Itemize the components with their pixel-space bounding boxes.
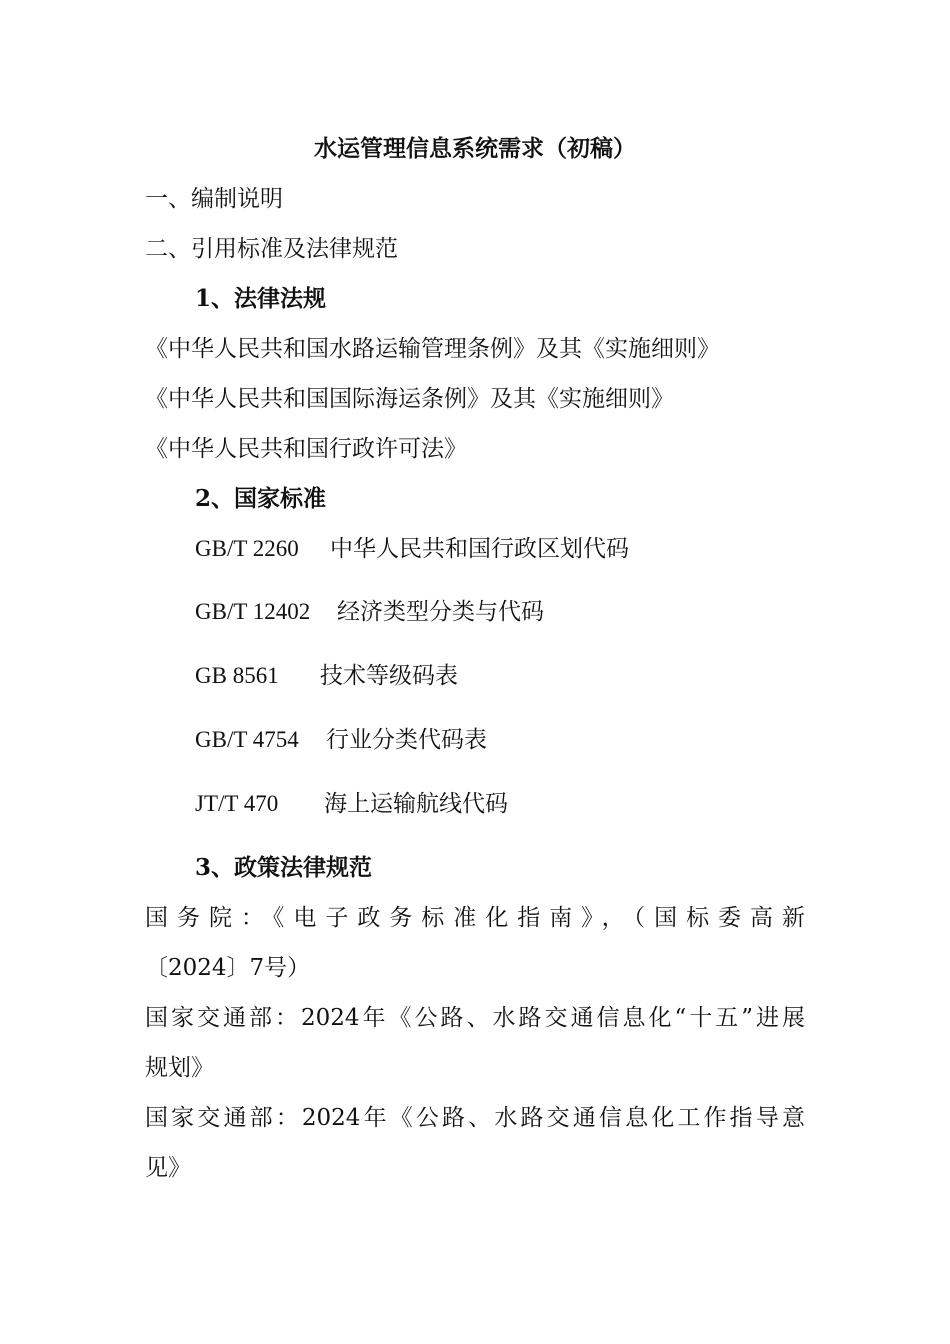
policy-item xyxy=(145,903,805,983)
document-title: 水运管理信息系统需求（初稿） xyxy=(314,135,636,162)
section-heading-2: 二、引用标准及法律规范 xyxy=(145,236,398,262)
policy-item xyxy=(145,1103,805,1183)
standard-code: GB/T 12402 xyxy=(195,599,311,624)
law-item: 《中华人民共和国水路运输管理条例》及其《实施细则》 xyxy=(145,336,720,362)
laws-heading: 1、法律法规 xyxy=(195,285,327,312)
standard-name: 技术等级码表 xyxy=(320,663,458,689)
policy-item xyxy=(145,1003,805,1083)
policy-line: 〔2024〕7号） xyxy=(145,955,311,981)
standard-code: GB/T 4754 xyxy=(195,727,299,752)
section-heading-1: 一、编制说明 xyxy=(145,186,283,212)
standard-item xyxy=(195,534,629,564)
standards-heading: 2、国家标准 xyxy=(195,485,327,512)
standard-item xyxy=(195,789,508,819)
policy-line: 规划》 xyxy=(145,1055,214,1081)
standard-name: 经济类型分类与代码 xyxy=(337,599,544,625)
policy-line: 国家交通部：2024年《公路、水路交通信息化工作指导意 xyxy=(145,1105,805,1131)
standard-code: GB/T 2260 xyxy=(195,536,299,561)
policy-line: 国家交通部：2024年《公路、水路交通信息化“十五”进展 xyxy=(145,1005,805,1031)
policy-line: 国务院：《电子政务标准化指南》，（国标委高新 xyxy=(145,905,805,931)
standard-code: GB 8561 xyxy=(195,663,279,688)
law-item: 《中华人民共和国国际海运条例》及其《实施细则》 xyxy=(145,386,674,412)
standard-code: JT/T 470 xyxy=(195,791,279,816)
policies-heading: 3、政策法律规范 xyxy=(195,854,373,881)
standard-item xyxy=(195,725,487,755)
standard-item xyxy=(195,597,544,627)
standard-item xyxy=(195,661,458,691)
standard-name: 海上运输航线代码 xyxy=(324,791,508,817)
policy-line: 见》 xyxy=(145,1155,191,1181)
standard-name: 行业分类代码表 xyxy=(326,727,487,753)
law-item: 《中华人民共和国行政许可法》 xyxy=(145,436,467,462)
standard-name: 中华人民共和国行政区划代码 xyxy=(330,536,629,562)
